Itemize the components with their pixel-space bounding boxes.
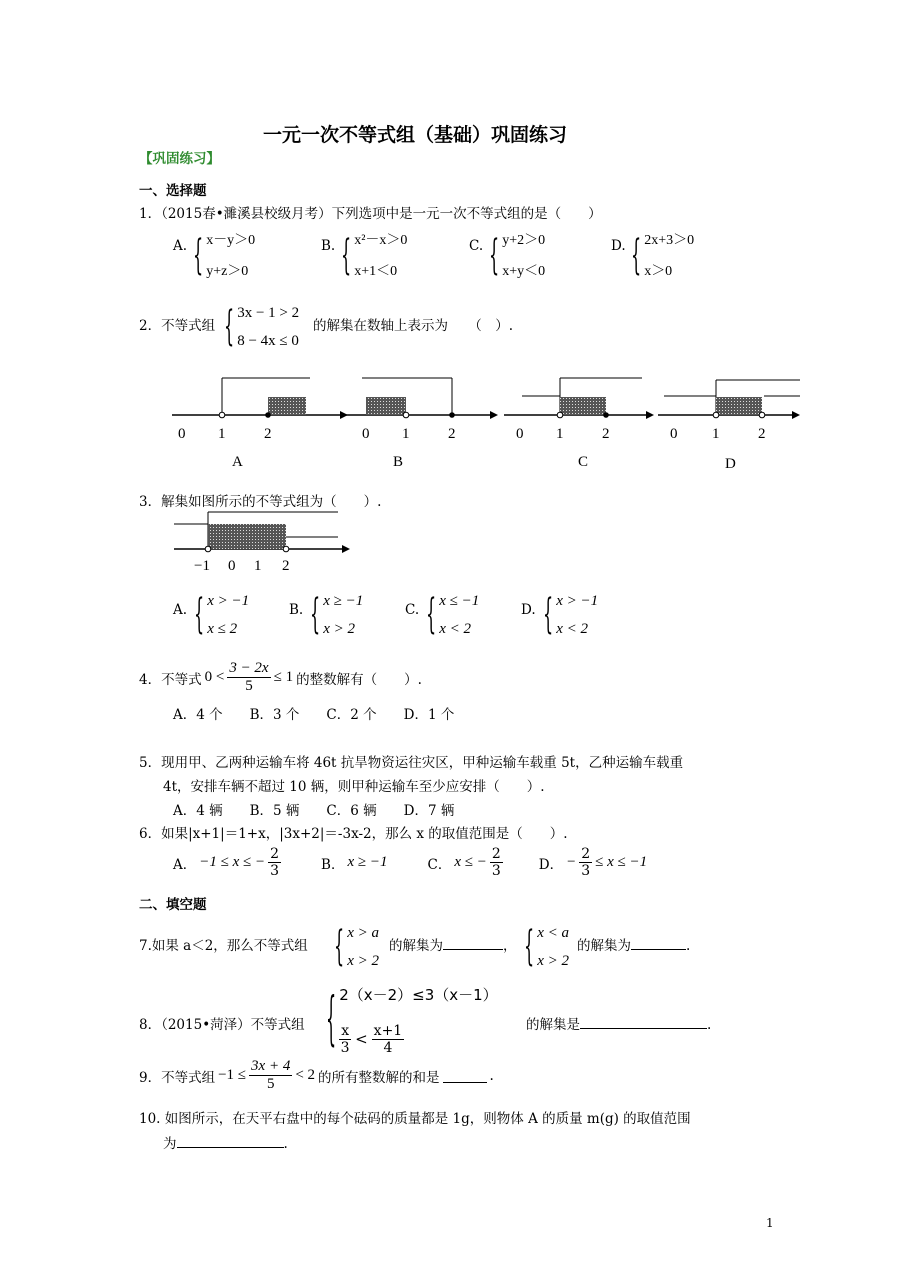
tick-label: 2 <box>264 426 272 442</box>
tick-label: 2 <box>448 426 456 442</box>
q1-option-a-label: A. <box>173 238 188 254</box>
tick-label: 0 <box>362 426 370 442</box>
tick-label: 1 <box>712 426 720 442</box>
tick-label: 2 <box>758 426 766 442</box>
q8-prefix: 8．（2015•菏泽）不等式组 <box>139 1017 305 1033</box>
q3-option-d-system: { x > −1 x < 2 <box>543 589 599 639</box>
tick-label: −1 <box>194 558 210 574</box>
q5-line2: 4t，安排车辆不超过 10 辆，则甲种运输车至少应安排（ ）. <box>163 779 545 795</box>
q3-stem: 3．解集如图所示的不等式组为（ ）. <box>139 494 382 510</box>
q9-line: 9．不等式组 −1 ≤ $\frac{3x + 4}{5}$ < 2 的所有整数解的和是 . <box>139 1058 494 1093</box>
q1-option-a-system: { x－y＞0 y+z＞0 <box>193 230 256 280</box>
q3-option-b-label: B. <box>289 602 304 618</box>
section-tag: 【巩固练习】 <box>139 151 220 167</box>
q9-answer-blank <box>443 1068 487 1083</box>
q2-number-lines <box>160 370 810 480</box>
numberline-a <box>172 378 348 470</box>
q8-system: { 2（x－2）≤3（x－1） $\frac{x}{3}$ < $\frac{x+1}{4}$ <box>326 984 498 1056</box>
q1-option-c-label: C. <box>469 238 484 254</box>
q4-line: 4．不等式 0 < $\frac{3 - 2x}{5}$ ≤ 1 的整数解有（ ）. <box>139 660 422 695</box>
q1-stem: 1．（2015春•濉溪县校级月考）下列选项中是一元一次不等式组的是（ ） <box>139 206 602 222</box>
tick-label: 2 <box>282 558 290 574</box>
numberline-d <box>658 380 800 472</box>
tick-label: 1 <box>556 426 564 442</box>
q8-answer-blank <box>580 1028 707 1029</box>
tick-label: 0 <box>670 426 678 442</box>
q1-option-c-system: { y+2＞0 x+y＜0 <box>489 230 546 280</box>
tick-label: 1 <box>254 558 262 574</box>
tick-label: 2 <box>602 426 610 442</box>
q7-system-1: { x > a x > 2 <box>334 921 379 971</box>
option-label: A <box>232 454 243 470</box>
q10-line1: 10. 如图所示，在天平右盘中的每个砝码的质量都是 1g，则物体 A 的质量 m(g) 的取值范围 <box>139 1111 691 1127</box>
q7-answer-blank-2 <box>631 949 686 950</box>
q2-prefix: 2．不等式组 <box>139 318 216 334</box>
q1-option-d-system: { 2x+3＞0 x＞0 <box>631 230 695 280</box>
q8-post: 的解集是 . <box>526 1017 712 1033</box>
q3-option-b-system: { x ≥ −1 x > 2 <box>310 589 364 639</box>
option-label: C <box>578 454 589 470</box>
section-fill-heading: 二、填空题 <box>139 897 207 913</box>
tick-label: 0 <box>516 426 524 442</box>
q3-option-c-label: C. <box>405 602 420 618</box>
page-number: 1 <box>766 1216 774 1230</box>
q3-option-a-system: { x > −1 x ≤ 2 <box>194 589 250 639</box>
tick-label: 1 <box>402 426 410 442</box>
tick-label: 0 <box>228 558 236 574</box>
q7-system-2: { x < a x > 2 <box>524 921 569 971</box>
q6-stem: 6．如果|x+1|＝1+x，|3x+2|＝-3x-2，那么 x 的取值范围是（ ）. <box>139 826 568 842</box>
tick-label: 1 <box>218 426 226 442</box>
q7-post: 的解集为 . <box>577 938 691 954</box>
numberline-b <box>346 378 498 470</box>
option-label: D <box>725 456 736 472</box>
q4-options: A．4 个 B．3 个 C．2 个 D．1 个 <box>173 707 455 723</box>
q1-option-b-system: { x²－x＞0 x+1＜0 <box>341 230 408 280</box>
q5-options: A．4 辆 B．5 辆 C．6 辆 D．7 辆 <box>173 803 455 819</box>
q10-answer-blank <box>177 1147 284 1148</box>
option-label: B <box>393 454 404 470</box>
q3-option-a-label: A. <box>173 602 188 618</box>
q6-options: A． −1 ≤ x ≤ − $\frac{2}{3}$ B． x ≥ −1 C． x ≤ − $\frac{2}{3}$ D． − $\frac{2}{3}$ ≤ x ≤ −1 <box>173 846 648 880</box>
q2-system: { 3x − 1 > 2 8 − 4x ≤ 0 <box>224 301 300 351</box>
numberline-c <box>504 378 654 470</box>
q7-mid: 的解集为 ， <box>389 938 517 954</box>
section-choice-heading: 一、选择题 <box>139 183 207 199</box>
q7-answer-blank-1 <box>443 949 503 950</box>
tick-label: 0 <box>178 426 186 442</box>
q1-option-d-label: D. <box>611 238 626 254</box>
q3-option-c-system: { x ≤ −1 x < 2 <box>426 589 480 639</box>
q2-suffix: 的解集在数轴上表示为 （ ）. <box>313 318 514 334</box>
q7-prefix: 7.如果 a＜2，那么不等式组 <box>139 938 308 954</box>
q3-option-d-label: D. <box>521 602 536 618</box>
q10-line2: 为 . <box>163 1136 288 1152</box>
q1-option-b-label: B. <box>321 238 336 254</box>
page-title: 一元一次不等式组（基础）巩固练习 <box>263 124 568 146</box>
q5-line1: 5．现用甲、乙两种运输车将 46t 抗旱物资运往灾区，甲种运输车载重 5t，乙种运输车载重 <box>139 755 684 771</box>
